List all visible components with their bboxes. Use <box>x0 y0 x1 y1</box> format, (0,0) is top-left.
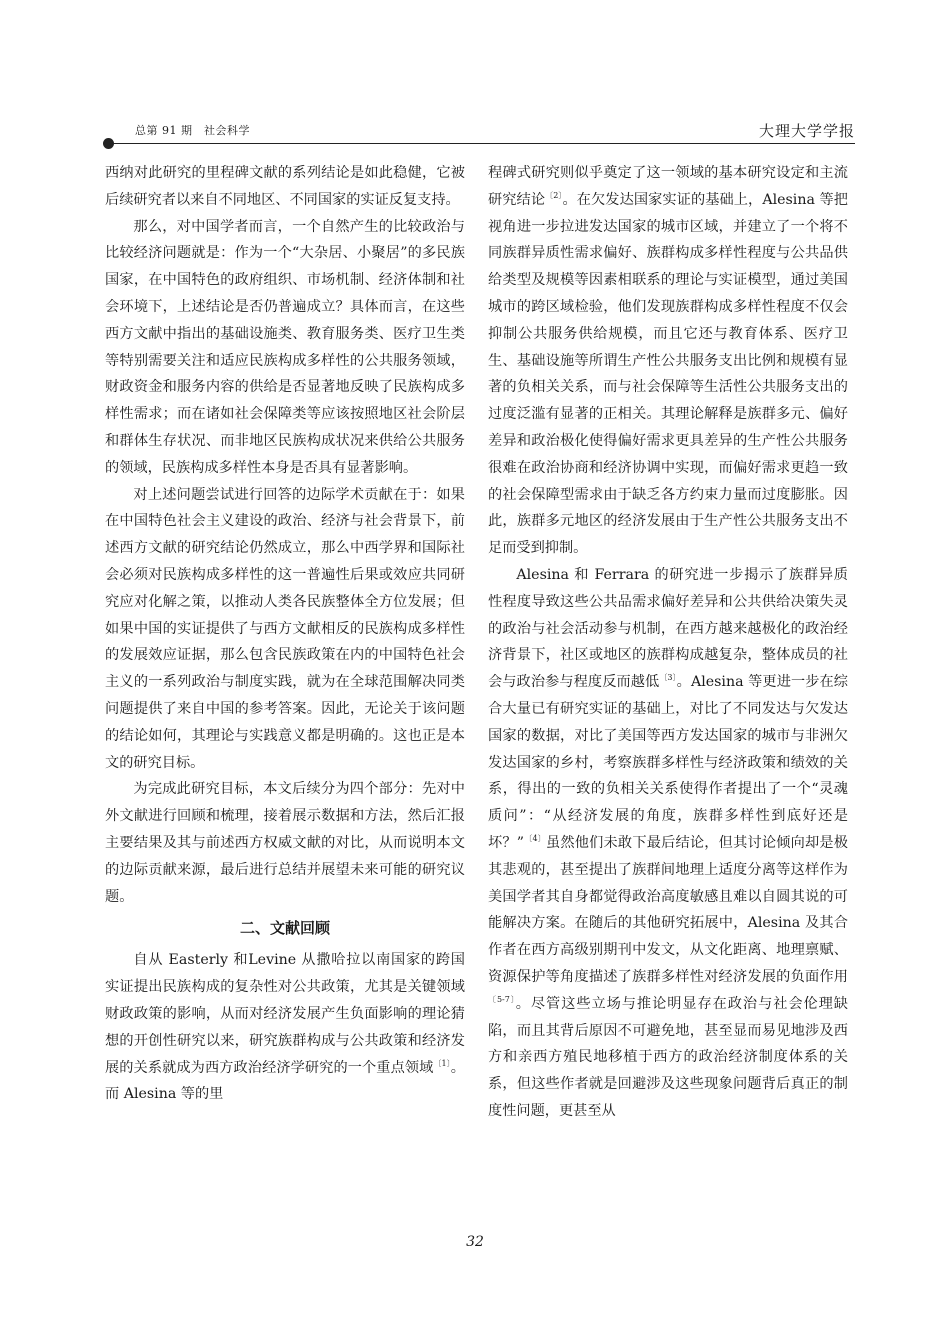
left-paragraph-4: 为完成此研究目标，本文后续分为四个部分：先对中外文献进行回顾和梳理，接着展示数据和方法，然后汇报主要结果及其与前述西方权威文献的对比，从而说明本文的边际贡献来源，最后进行总结并展望未来可能的研究议题。 <box>105 781 465 905</box>
running-header <box>105 120 855 142</box>
citation-5-7: 〔5-7〕 <box>488 994 516 1004</box>
right-paragraph-2-text-d: 。尽管这些立场与推论明显存在政治与社会伦理缺陷，而且其背后原因不可避免地，甚至显而易见地涉及西方和亲西方殖民地移植于西方的政治经济制度体系的关系，但这些作者就是回避涉及这些现象问题背后真正的制度性问题，更甚至从 <box>488 995 848 1119</box>
right-column <box>488 160 848 1125</box>
right-paragraph-2 <box>488 562 848 1125</box>
left-paragraph-2: 那么，对中国学者而言，一个自然产生的比较政治与比较经济问题就是：作为一个“大杂居、小聚居”的多民族国家，在中国特色的政府组织、市场机制、经济体制和社会环境下，上述结论是否仍普遍成立？具体而言，在这些西方文献中指出的基础设施类、教育服务类、医疗卫生类等特别需要关注和适应民族构成多样性的公共服务领域，财政资金和服务内容的供给是否显著地反映了民族构成多样性需求；而在诸如社会保障类等应该按照地区社会阶层和群体生存状况、而非地区民族构成状况来供给公共服务的领域，民族构成多样性本身是否具有显著影响。 <box>105 218 465 476</box>
left-column <box>105 160 465 1108</box>
right-paragraph-1-text-b: 。在欠发达国家实证的基础上，Alesina 等把视角进一步拉进发达国家的城市区域，并建立了一个将不同族群异质性需求偏好、族群构成多样性程度与公共品供给类型及规模等因素相联系的理论与实证模型，通过美国城市的跨区域检验，他们发现族群构成多样性程度不仅会抑制公共服务供给规模，而且它还与教育体系、医疗卫生、基础设施等所谓生产性公共服务支出比例和规模有显著的负相关关系，而与社会保障等生活性公共服务支出的过度泛滥有显著的正相关。其理论解释是族群多元、偏好差异和政治极化使得偏好需求更具差异的生产性公共服务很难在政治协商和经济协调中实现，而偏好需求更趋一致的社会保障型需求由于缺乏各方约束力量而过度膨胀。因此，族群多元地区的经济发展由于生产性公共服务支出不足而受到抑制。 <box>488 191 848 557</box>
right-paragraph-2-text-b: 。Alesina 等更进一步在综合大量已有研究实证的基础上，对比了不同发达与欠发达国家的数据，对比了美国等西方发达国家的城市与非洲欠发达国家的乡村，考察族群多样性与经济政策和绩效的关系，得出的一致的负相关关系使得作者提出了一个“灵魂质问”：“从经济发展的角度，族群多样性到底好还是坏？” <box>488 674 848 851</box>
right-paragraph-2-text-a: Alesina 和 Ferrara 的研究进一步揭示了族群异质性程度导致这些公共品需求偏好差异和公共供给决策失灵的政治与社会活动参与机制，在西方越来越极化的政治经济背景下，社区或地区的族群构成越复杂，整体成员的社会与政治参与程度反而越低 <box>488 566 848 691</box>
citation-1: 〔1〕 <box>433 1058 451 1068</box>
section-heading: 二、文献回顾 <box>239 919 330 938</box>
left-paragraph-5-text: 自从 Easterly 和Levine 从撒哈拉以南国家的跨国实证提出民族构成的复杂性对公共政策，尤其是关键领域财政政策的影响，从而对经济发展产生负面影响的理论猜想的开创性研究以来，研究族群构成与公共政策和经济发展的关系就成为西方政治经济学研究的一个重点领域 <box>105 952 465 1076</box>
left-paragraph-5 <box>105 947 465 1108</box>
citation-4: 〔4〕 <box>524 833 546 843</box>
journal-title: 大理大学学报 <box>758 122 855 140</box>
citation-3: 〔3〕 <box>659 673 677 683</box>
right-paragraph-2-text-c: 虽然他们未敢下最后结论，但其讨论倾向却是极其悲观的，甚至提出了族群间地理上适度分离等这样作为美国学者其自身都觉得政治高度敏感且难以自圆其说的可能解决方案。在随后的其他研究拓展中，Alesina 及其合作者在西方高级别期刊中发文，从文化距离、地理禀赋、资源保护等角度描述了族群多样性对经济发展的负面作用 <box>488 834 848 985</box>
right-paragraph-1-text-a: 程碑式研究则似乎奠定了这一领域的基本研究设定和主流研究结论 <box>488 165 848 208</box>
page-number: 32 <box>466 1234 484 1250</box>
header-rule <box>105 143 855 144</box>
left-paragraph-3: 对上述问题尝试进行回答的边际学术贡献在于：如果在中国特色社会主义建设的政治、经济与社会背景下，前述西方文献的研究结论仍然成立，那么中西学界和国际社会必须对民族构成多样性的这一普遍性后果或效应共同研究应对化解之策，以推动人类各民族整体全方位发展；但如果中国的实证提供了与西方文献相反的民族构成多样性的发展效应证据，那么包含民族政策在内的中国特色社会主义的一系列政治与制度实践，就为在全球范围解决同类问题提供了来自中国的参考答案。因此，无论关于该问题的结论如何，其理论与实践意义都是明确的。这也正是本文的研究目标。 <box>105 486 465 771</box>
issue-label: 总第 91 期 社会科学 <box>135 124 250 137</box>
left-paragraph-1: 西纳对此研究的里程碑文献的系列结论是如此稳健，它被后续研究者以来自不同地区、不同国家的实证反复支持。 <box>105 165 465 208</box>
right-paragraph-1 <box>488 160 848 562</box>
left-paragraph-5-tail: 。而 Alesina 等的里 <box>105 1059 465 1103</box>
citation-2: 〔2〕 <box>545 190 563 200</box>
